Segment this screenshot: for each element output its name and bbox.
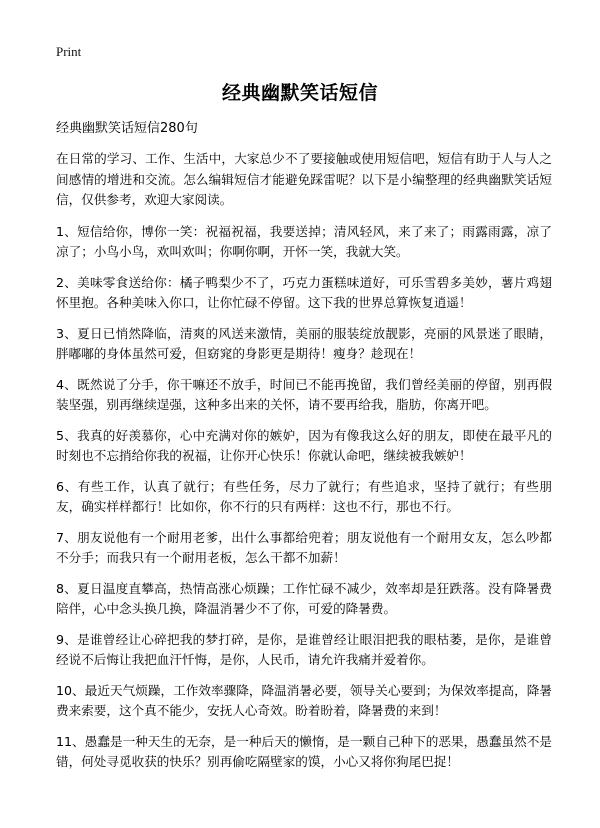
list-item: 7、朋友说他有一个耐用老爹，出什么事都给兜着；朋友说他有一个耐用女友，怎么吵都不分手；而我只有一个耐用老板，怎么干都不加薪！ (56, 529, 552, 565)
article-body (56, 119, 552, 783)
list-item: 3、夏日已悄然降临，清爽的风送来激情，美丽的服装绽放靓影，亮丽的风景迷了眼睛，胖嘟嘟的身体虽然可爱，但窈窕的身影更是期待！瘦身？趁现在！ (56, 325, 552, 361)
intro-paragraph: 在日常的学习、工作、生活中，大家总少不了要接触或使用短信吧，短信有助于人与人之间感情的增进和交流。怎么编辑短信才能避免踩雷呢？以下是小编整理的经典幽默笑话短信，仅供参考，欢迎大家阅读。 (56, 151, 552, 207)
list-item: 8、夏日温度直攀高，热情高涨心烦躁；工作忙碌不减少，效率却是狂跌落。没有降暑费陪伴，心中念头换几换，降温消暑少不了你，可爱的降暑费。 (56, 580, 552, 616)
list-item: 6、有些工作，认真了就行；有些任务，尽力了就行；有些追求，坚持了就行；有些朋友，确实样样都行！比如你，你不行的只有两样：这也不行，那也不行。 (56, 478, 552, 514)
list-item: 11、愚蠢是一种天生的无奈，是一种后天的懒惰，是一颗自己种下的恶果，愚蠢虽然不是错，何处寻觅收获的快乐？别再偷吃隔壁家的馍，小心又将你狗尾巴捉！ (56, 733, 552, 769)
article-subtitle: 经典幽默笑话短信280句 (56, 121, 198, 136)
list-item: 9、是谁曾经让心碎把我的梦打碎，是你，是谁曾经让眼泪把我的眼枯萎，是你，是谁曾经说不后悔让我把血汗忏悔，是你，人民币，请允许我痛并爱着你。 (56, 631, 552, 667)
list-item: 1、短信给你，博你一笑：祝福祝福，我要送掉；清风轻风，来了来了；雨露雨露，凉了凉了；小鸟小鸟，欢叫欢叫；你啊你啊，开怀一笑，我就大笑。 (56, 223, 552, 259)
list-item: 5、我真的好羡慕你，心中充满对你的嫉妒，因为有像我这么好的朋友，即使在最平凡的时刻也不忘捎给你我的祝福，让你开心快乐！你就认命吧，继续被我嫉妒！ (56, 427, 552, 463)
list-item: 10、最近天气烦躁，工作效率骤降，降温消暑必要，领导关心要到；为保效率提高，降暑费来索要，这个真不能少，安抚人心奇效。盼着盼着，降暑费的来到！ (56, 682, 552, 718)
list-item: 4、既然说了分手，你干嘛还不放手，时间已不能再挽留，我们曾经美丽的停留，别再假装坚强，别再继续逞强，这种多出来的关怀，请不要再给我，脂肪，你离开吧。 (56, 376, 552, 412)
list-item: 2、美味零食送给你：橘子鸭梨少不了，巧克力蛋糕味道好，可乐雪碧多美妙，薯片鸡翅怀里抱。各种美味入你口，让你忙碌不停留。这下我的世界总算恢复逍遥！ (56, 274, 552, 310)
page-title: 经典幽默笑话短信 (221, 82, 378, 104)
print-link[interactable]: Print (56, 44, 82, 59)
